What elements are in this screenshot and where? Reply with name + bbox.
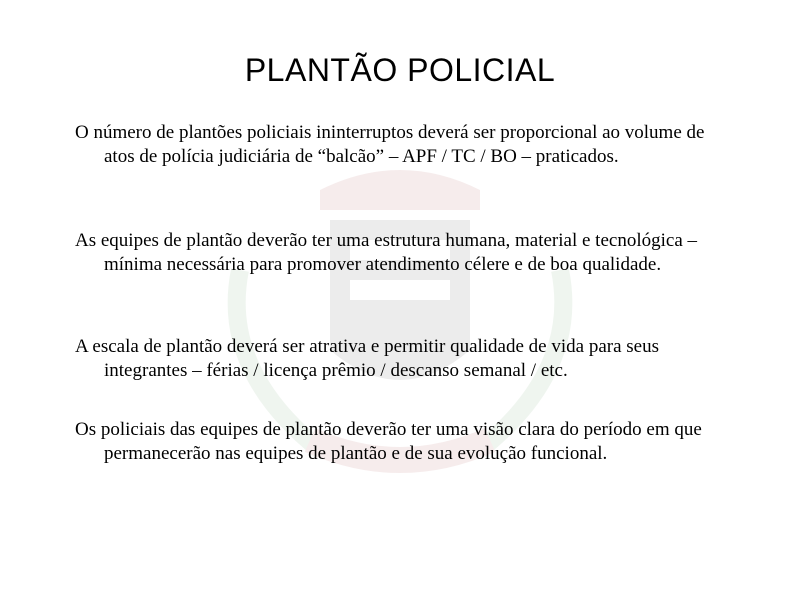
- paragraph-plantoes: O número de plantões policiais ininterruptos deverá ser proporcional ao volume de atos de polícia judiciária de “balcão” – APF / TC / BO – praticados.: [75, 122, 705, 167]
- slide-title: PLANTÃO POLICIAL: [244, 52, 556, 88]
- paragraph-escala: A escala de plantão deverá ser atrativa e permitir qualidade de vida para seus integrantes – férias / licença prêmio / descanso semanal / etc.: [75, 336, 659, 381]
- paragraph-equipes: As equipes de plantão deverão ter uma estrutura humana, material e tecnológica – mínima necessária para promover atendimento célere e de boa qualidade.: [75, 230, 697, 275]
- paragraph-policiais: Os policiais das equipes de plantão deverão ter uma visão clara do período em que permanecerão nas equipes de plantão e de sua evolução funcional.: [75, 419, 702, 464]
